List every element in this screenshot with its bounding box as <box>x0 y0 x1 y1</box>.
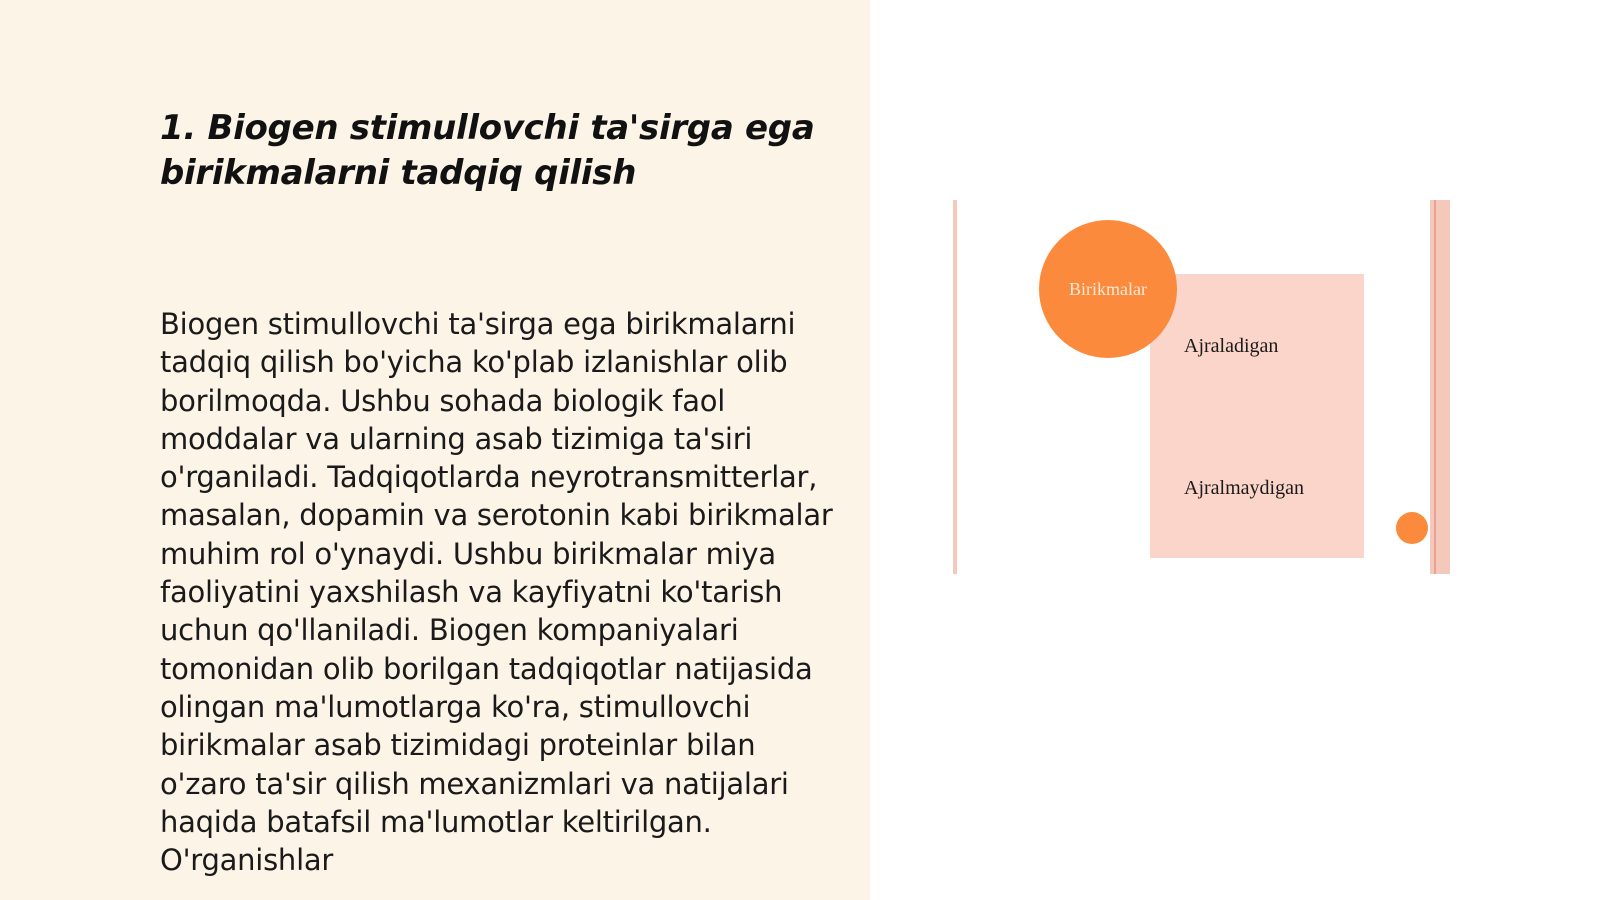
diagram-right-bar <box>1430 200 1450 574</box>
classification-diagram <box>950 198 1452 576</box>
slide-body-text: Biogen stimullovchi ta'sirga ega birikmalarni tadqiq qilish bo'yicha ko'plab izlanishlar olib borilmoqda. Ushbu sohada biologik faol moddalar va ularning asab tizimiga ta'siri o'rganiladi. Tadqiqotlarda neyrotransmitterlar, masalan, dopamin va serotonin kabi birikmalar muhim rol o'ynaydi. Ushbu birikmalar miya faoliyatini yaxshilash va kayfiyatni ko'tarish uchun qo'llaniladi. Biogen kompaniyalari tomonidan olib borilgan tadqiqotlar natijasida olingan ma'lumotlarga ko'ra, stimullovchi birikmalar asab tizimidagi proteinlar bilan o'zaro ta'sir qilish mexanizmlari va natijalari haqida batafsil ma'lumotlar keltirilgan. O'rganishlar <box>160 307 833 878</box>
diagram-left-bar <box>953 200 957 574</box>
diagram-item-ajralmaydigan: Ajralmaydigan <box>1184 477 1304 499</box>
diagram-items-box <box>1150 274 1364 558</box>
diagram-item-ajraladigan: Ajraladigan <box>1184 335 1279 357</box>
diagram-center-circle <box>1039 220 1177 358</box>
diagram-accent-dot <box>1396 512 1428 544</box>
diagram-right-bar-line <box>1434 200 1436 574</box>
slide-title: 1. Biogen stimullovchi ta'sirga ega birikmalarni tadqiq qilish <box>160 108 815 193</box>
diagram-center-label: Birikmalar <box>1069 278 1147 299</box>
